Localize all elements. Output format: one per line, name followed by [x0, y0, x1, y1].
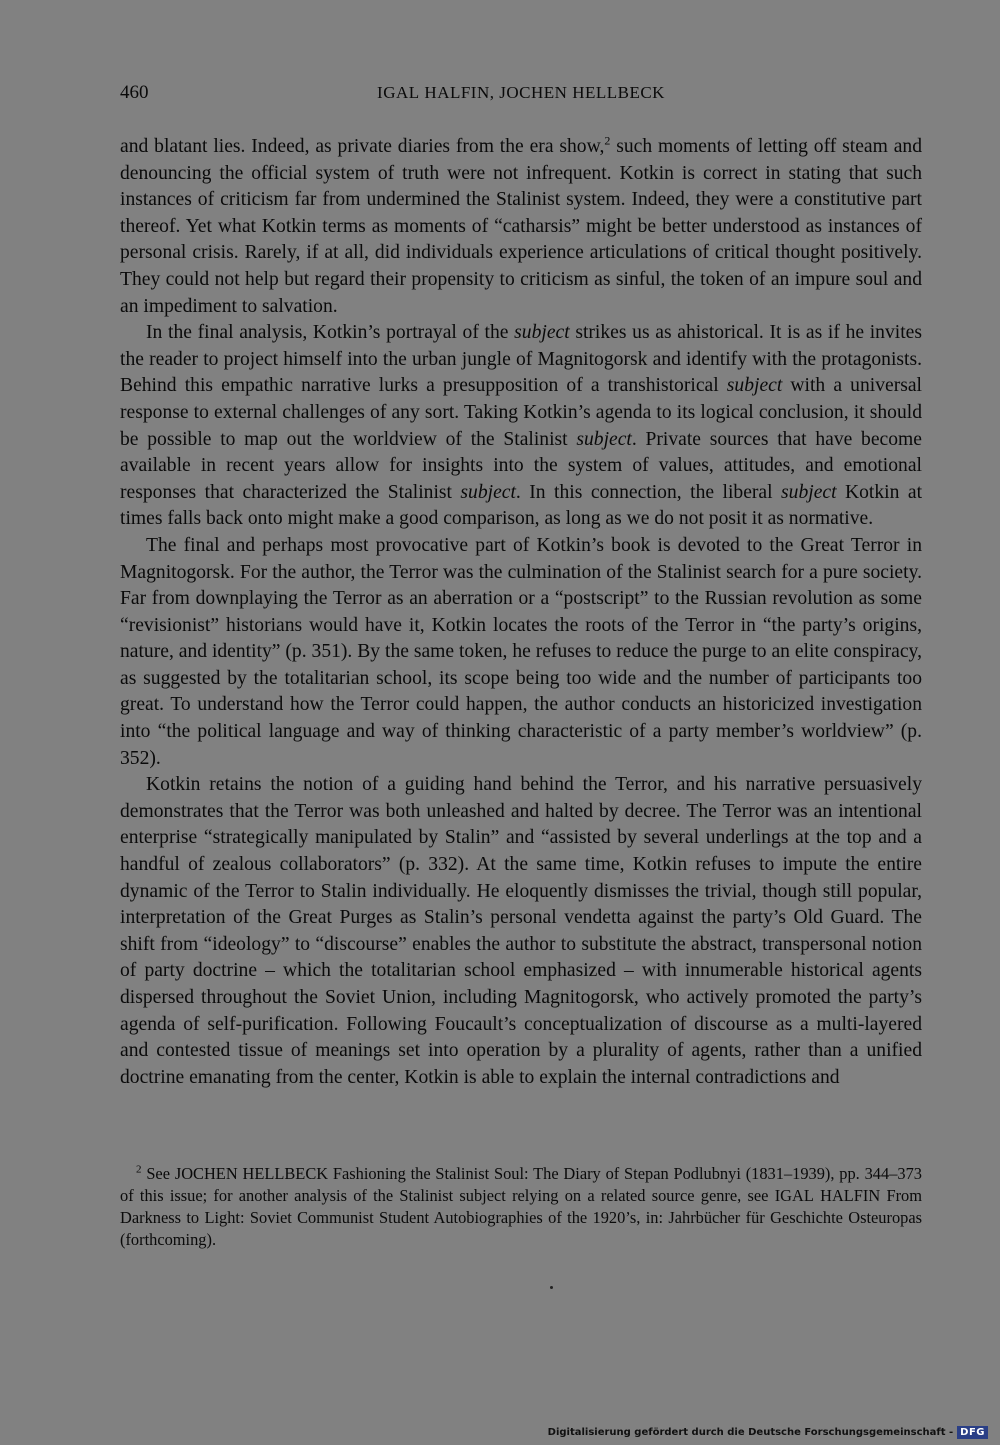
author-initial: J	[174, 1164, 182, 1183]
author-initial: H	[820, 1186, 832, 1205]
paragraph-text: . In this connection, the liberal	[515, 481, 782, 503]
running-head-initial: H	[572, 83, 585, 102]
italic-term: subject	[781, 481, 837, 503]
italic-term: subject	[576, 428, 632, 450]
paragraph-text: strikes us as ahistorical. It is as if he invites the reader to project himself into the urban jungle of Magnitogorsk and identify with the protagonists. Behind this empathic narrative lurks a presupposition of a transhistorical	[120, 322, 922, 397]
scan-speck	[550, 1286, 553, 1289]
paragraph-text: Kotkin at times falls back onto might make a good comparison, as long as we do not posit it as normative.	[120, 481, 923, 530]
running-head-initial: I	[377, 83, 384, 102]
running-head-text: ALFIN	[437, 83, 490, 102]
footnote-text: From Darkness to Light: Soviet Communist Student Autobiographies of the 1920’s, in: Jahrbücher für Geschichte Osteuropas (forthcoming).	[120, 1186, 922, 1249]
running-head-initial: H	[424, 83, 438, 102]
paragraph-text: with a universal response to external challenges of any sort. Taking Kotkin’s agenda to its logical conclusion, it should be possible to map out the worldview of the Stalinist	[120, 375, 922, 450]
dfg-logo-icon: DFG	[957, 1426, 988, 1439]
running-head-text: OCHEN	[506, 83, 568, 102]
paragraph-text: . Private sources that have become available in recent years allow for insights into the system of values, attitudes, and emotional responses that characterized the Stalinist	[120, 428, 922, 503]
page-number: 460	[120, 82, 149, 103]
running-head-separator: ,	[489, 83, 500, 102]
italic-term: subject	[460, 481, 516, 503]
digitization-footer	[548, 1424, 988, 1440]
running-head-initial: J	[499, 83, 507, 102]
author-name: ELLBECK	[254, 1164, 329, 1183]
footnote	[120, 1163, 922, 1251]
footnote-reference[interactable]: 2	[604, 133, 611, 148]
running-head-text: ELLBECK	[584, 83, 665, 102]
author-name: GAL	[780, 1186, 814, 1205]
body-text	[120, 134, 922, 1091]
running-head-text: GAL	[383, 83, 420, 102]
paragraph-text: such moments of letting off steam and denouncing the official system of truth were not infrequent. Kotkin is correct in stating that such instances of criticism far from undermined the Stalinist system. Indeed, they were a constitutive part thereof. Yet what Kotkin terms as moments of “catharsis” might be better understood as instances of personal crisis. Rarely, if at all, did individuals experience articulations of critical thought positively. They could not help but regard their propensity to criticism as sinful, the token of an impure soul and an impediment to salvation.	[120, 136, 922, 317]
paragraph-text: In the final analysis, Kotkin’s portrayal of the	[146, 322, 515, 344]
author-initial: H	[242, 1164, 255, 1183]
paragraph: The final and perhaps most provocative part of Kotkin’s book is devoted to the Great Terror in Magnitogorsk. For the author, the Terror was the culmination of the Stalinist search for a pure society. Far from downplaying the Terror as an aberration or a “postscript” to the Russian revolution as some “revisionist” historians would have it, Kotkin locates the roots of the Terror in “the party’s origins, nature, and identity” (p. 351). By the same token, he refuses to reduce the purge to an elite conspiracy, as suggested by the totalitarian school, its scope being too wide and the number of participants too great. To understand how the Terror could happen, the author conducts an historicized investigation into “the political language and way of thinking characteristic of a party member’s worldview” (p. 352).	[120, 534, 922, 769]
footnote-text: Fashioning the Stalinist Soul: The Diary of Stepan Podlubnyi (1831–1939), pp. 344–373 of this issue; for another analysis of the Stalinist subject relying on a related source genre, see	[120, 1164, 922, 1205]
page-header	[120, 82, 922, 108]
footnote-number: 2	[136, 1163, 142, 1176]
author-initial: I	[774, 1186, 781, 1205]
author-name: ALFIN	[831, 1186, 881, 1205]
italic-term: subject	[514, 322, 570, 344]
footnotes	[120, 1163, 922, 1251]
italic-term: subject	[726, 375, 783, 397]
paragraph	[120, 134, 922, 320]
paragraph-text: and blatant lies. Indeed, as private diaries from the era show,	[120, 136, 605, 157]
paragraph	[120, 320, 922, 533]
paragraph: Kotkin retains the notion of a guiding hand behind the Terror, and his narrative persuasively demonstrates that the Terror was both unleashed and halted by decree. The Terror was an intentional enterprise “strategically manipulated by Stalin” and “assisted by several underlings at the top and a handful of zealous collaborators” (p. 332). At the same time, Kotkin refuses to impute the entire dynamic of the Terror to Stalin individually. He eloquently dismisses the trivial, though still popular, interpretation of the Great Purges as Stalin’s personal vendetta against the party’s Old Guard. The shift from “ideology” to “discourse” enables the author to substitute the abstract, transpersonal notion of party doctrine – which the totalitarian school emphasized – with innumerable historical agents dispersed throughout the Soviet Union, including Magnitogorsk, who actively promoted the party’s agenda of self-purification. Following Foucault’s conceptualization of discourse as a multi-layered and contested tissue of meanings set into operation by a plurality of agents, rather than a unified doctrine emanating from the center, Kotkin is able to explain the internal contradictions and	[120, 774, 922, 1088]
digitization-credit: Digitalisierung gefördert durch die Deutsche Forschungsgemeinschaft -	[547, 1426, 954, 1438]
footnote-text: See	[141, 1164, 175, 1183]
running-head	[120, 83, 922, 103]
author-name: OCHEN	[181, 1164, 238, 1183]
